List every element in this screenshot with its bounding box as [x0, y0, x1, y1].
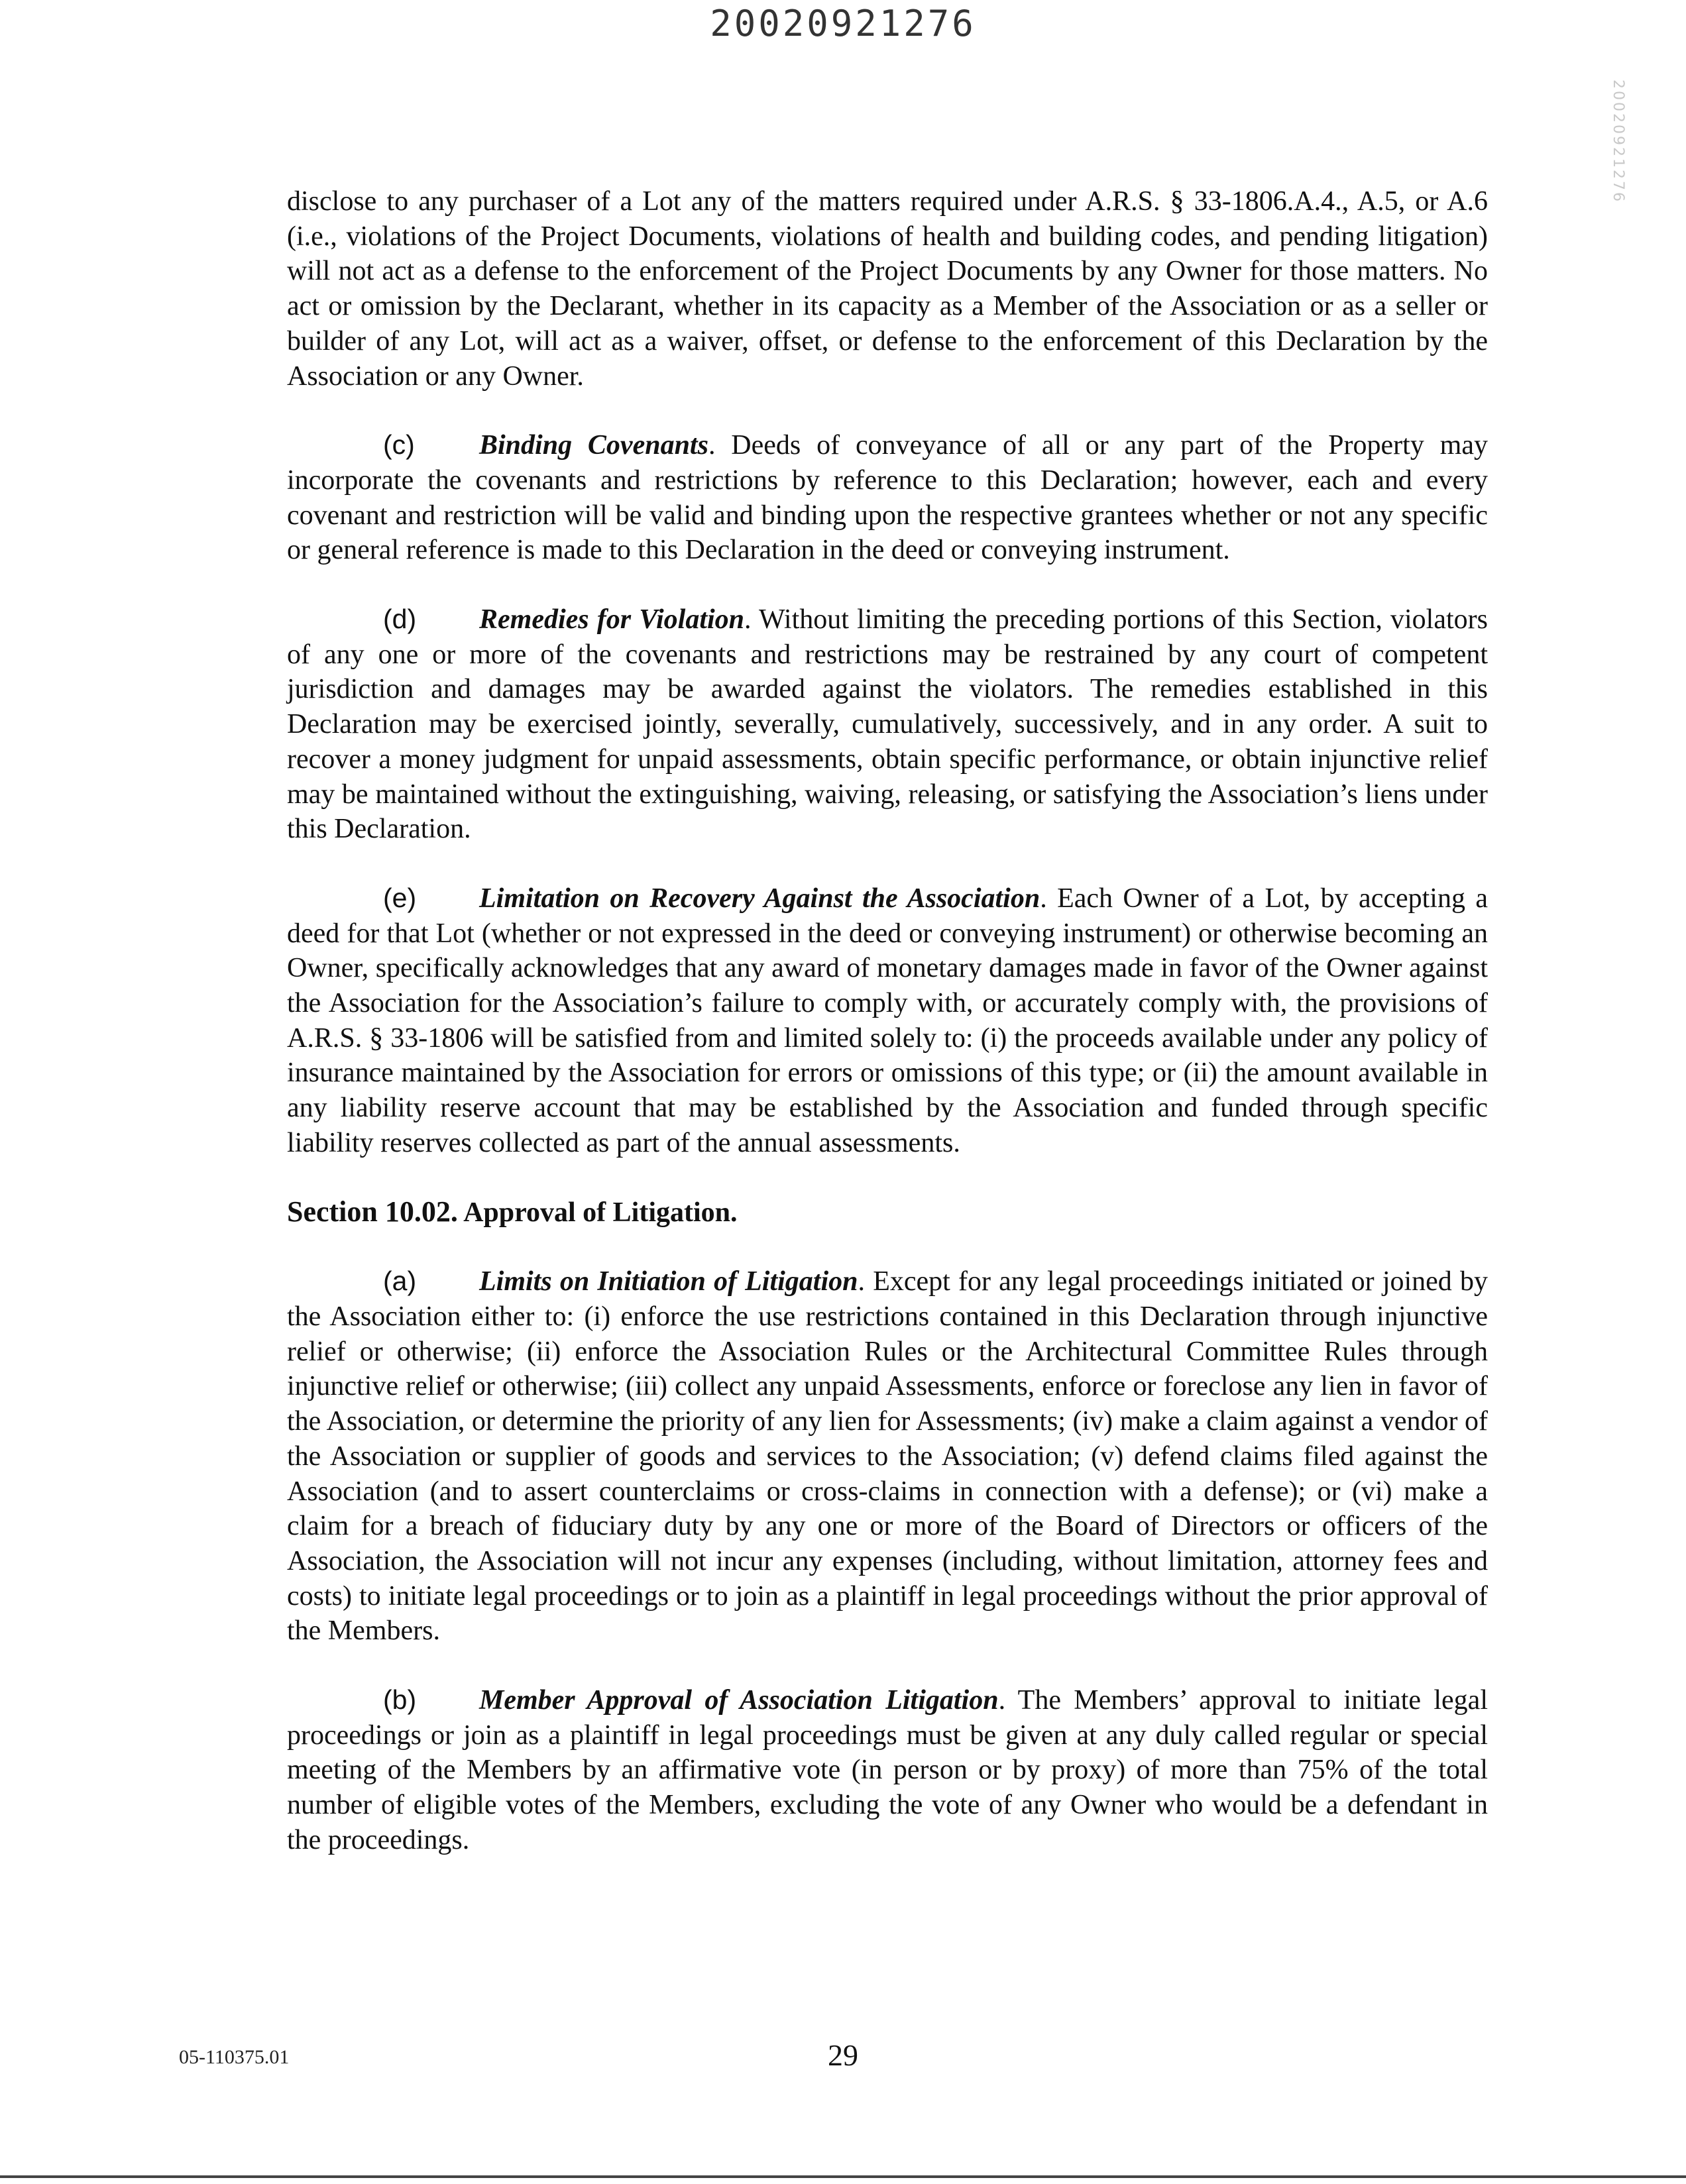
- paragraph-b: [287, 1682, 1488, 1858]
- paragraph-text: . The Members’ approval to initiate legal proceedings or join as a plaintiff in legal proceedings must be given at any duly called regular or special meeting of the Members by an affirmative vote (in person or by proxy) of more than 75% of the total number of eligible votes of the Members, excluding the vote of any Owner who would be a defendant in the proceedings.: [287, 1685, 1488, 1855]
- paragraph-title: Limitation on Recovery Against the Association: [479, 883, 1040, 914]
- section-title: Approval of Litigation.: [463, 1197, 738, 1228]
- paragraph-e: [287, 881, 1488, 1161]
- paragraph-label: (c): [383, 429, 415, 461]
- paragraph-label: (e): [383, 882, 417, 913]
- section-heading: [287, 1195, 1488, 1230]
- document-code: 05-110375.01: [179, 2046, 290, 2068]
- intro-paragraph: disclose to any purchaser of a Lot any of the matters required under A.R.S. § 33-1806.A.4., A.5, or A.6 (i.e., violations of the Project Documents, violations of health and building codes, and pending litigation) will not act as a defense to the enforcement of the Project Documents by any Owner for those matters. No act or omission by the Declarant, whether in its capacity as a Member of the Association or as a seller or builder of any Lot, will act as a waiver, offset, or defense to the enforcement of this Declaration by the Association or any Owner.: [287, 186, 1488, 392]
- paragraph-d: [287, 602, 1488, 847]
- recording-number: 20020921276: [710, 3, 976, 44]
- section-number: Section 10.02.: [287, 1195, 458, 1228]
- paragraph-c: [287, 427, 1488, 568]
- paragraph-title: Member Approval of Association Litigation: [479, 1685, 999, 1716]
- page-body: [287, 184, 1488, 1858]
- paragraph-text: . Deeds of conveyance of all or any part of the Property may incorporate the covenants and restrictions by reference to this Declaration; however, each and every covenant and restriction will be valid and binding upon the respective grantees whether or not any specific or general reference is made to this Declaration in the deed or conveying instrument.: [287, 430, 1488, 566]
- paragraph-title: Limits on Initiation of Litigation: [479, 1266, 858, 1297]
- paragraph-label: (b): [383, 1684, 417, 1716]
- paragraph-label: (d): [383, 604, 417, 635]
- edge-stamp: 20020921276: [1610, 80, 1626, 203]
- page-number: 29: [828, 2038, 858, 2072]
- paragraph-a: [287, 1264, 1488, 1649]
- paragraph-label: (a): [383, 1266, 417, 1297]
- paragraph-title: Binding Covenants: [479, 430, 708, 461]
- paragraph-text: . Without limiting the preceding portions of this Section, violators of any one or more of the covenants and restrictions may be restrained by any court of competent jurisdiction and damages may be awarded against the violators. The remedies established in this Declaration may be exercised jointly, severally, cumulatively, successively, and in any order. A suit to recover a money judgment for unpaid assessments, obtain specific performance, or obtain injunctive relief may be maintained without the extinguishing, waiving, releasing, or satisfying the Association’s liens under this Declaration.: [287, 604, 1488, 845]
- footer-rule: [0, 2175, 1686, 2178]
- paragraph-text: . Except for any legal proceedings initiated or joined by the Association either to: (i) enforce the use restrictions contained in this Declaration through injunctive relief or otherwise; (ii) enforce the Association Rules or the Architectural Committee Rules through injunctive relief or otherwise; (iii) collect any unpaid Assessments, enforce or foreclose any lien in favor of the Association, or determine the priority of any lien for Assessments; (iv) make a claim against a vendor of the Association or supplier of goods and services to the Association; (v) defend claims filed against the Association (and to assert counterclaims or cross-claims in connection with a defense); or (vi) make a claim for a breach of fiduciary duty by any one or more of the Board of Directors or officers of the Association, the Association will not incur any expenses (including, without limitation, attorney fees and costs) to initiate legal proceedings or to join as a plaintiff in legal proceedings without the prior approval of the Members.: [287, 1266, 1488, 1647]
- paragraph-text: . Each Owner of a Lot, by accepting a deed for that Lot (whether or not expressed in the deed or conveying instrument) or otherwise becoming an Owner, specifically acknowledges that any award of monetary damages made in favor of the Owner against the Association for the Association’s failure to comply with, or accurately comply with, the provisions of A.R.S. § 33-1806 will be satisfied from and limited solely to: (i) the proceeds available under any policy of insurance maintained by the Association for errors or omissions of this type; or (ii) the amount available in any liability reserve account that may be established by the Association and funded through specific liability reserves collected as part of the annual assessments.: [287, 883, 1488, 1158]
- paragraph-title: Remedies for Violation: [479, 604, 745, 635]
